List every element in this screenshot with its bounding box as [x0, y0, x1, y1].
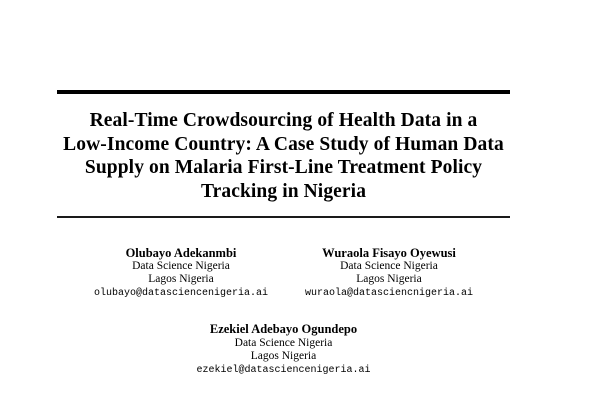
author-row-bottom: [57, 323, 510, 378]
paper-title-line: Tracking in Nigeria: [200, 180, 367, 202]
paper-title-line: Low-Income Country: A Case Study of Human Data: [63, 133, 504, 155]
paper-title-line: Supply on Malaria First-Line Treatment Policy: [84, 157, 483, 178]
author-name: Wuraola Fisayo Oyewusi: [322, 245, 456, 260]
paper-content-column: [57, 0, 510, 378]
author-row-top: [57, 247, 510, 302]
author-email: olubayo@datasciencenigeria.ai: [93, 288, 268, 300]
author-affiliation: Data Science Nigeria: [234, 336, 333, 349]
author-location: Lagos Nigeria: [250, 350, 317, 363]
author-email: ezekiel@datasciencenigeria.ai: [196, 365, 371, 377]
author-location: Lagos Nigeria: [356, 273, 422, 286]
author-affiliation: Data Science Nigeria: [340, 260, 438, 272]
title-rule-top: [57, 90, 510, 94]
author-block-olubayo: [94, 247, 268, 302]
author-location: Lagos Nigeria: [148, 273, 214, 286]
title-rule-bottom: [57, 216, 510, 218]
paper-title: [57, 109, 510, 203]
author-affiliation: Data Science Nigeria: [132, 260, 230, 272]
author-name: Olubayo Adekanmbi: [125, 245, 237, 260]
author-email: wuraola@datasciencnigeria.ai: [304, 288, 473, 300]
paper-title-line: Real-Time Crowdsourcing of Health Data in a: [89, 110, 478, 131]
author-block-ezekiel: [196, 323, 370, 378]
author-block-wuraola: [305, 247, 473, 302]
author-name: Ezekiel Adebayo Ogundepo: [209, 322, 358, 337]
